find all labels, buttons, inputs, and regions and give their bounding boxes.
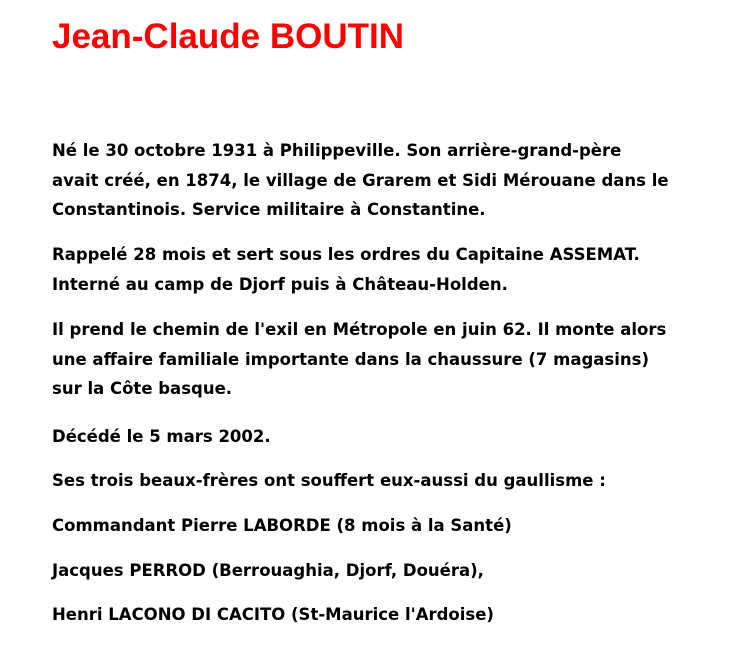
- brother-in-law-lacono: Henri LACONO DI CACITO (St-Maurice l'Ardoise): [52, 605, 494, 624]
- paragraph-exile: Il prend le chemin de l'exil en Métropole en juin 62. Il monte alors une affaire familiale importante dans la chaussure (7 magasins) sur la Côte basque.: [52, 320, 667, 398]
- paragraph-birth: Né le 30 octobre 1931 à Philippeville. Son arrière-grand-père avait créé, en 1874, le village de Grarem et Sidi Mérouane dans le Constantinois. Service militaire à Constantine.: [52, 141, 669, 219]
- paragraph-death: Décédé le 5 mars 2002.: [52, 427, 271, 446]
- paragraph-brothers-in-law: Ses trois beaux-frères ont souffert eux-aussi du gaullisme :: [52, 471, 606, 490]
- brother-in-law-perrod: Jacques PERROD (Berrouaghia, Djorf, Douéra),: [52, 561, 484, 580]
- page-title: Jean-Claude BOUTIN: [52, 17, 404, 56]
- brother-in-law-laborde: Commandant Pierre LABORDE (8 mois à la Santé): [52, 516, 512, 535]
- paragraph-recall: Rappelé 28 mois et sert sous les ordres du Capitaine ASSEMAT. Interné au camp de Djorf puis à Château-Holden.: [52, 245, 640, 294]
